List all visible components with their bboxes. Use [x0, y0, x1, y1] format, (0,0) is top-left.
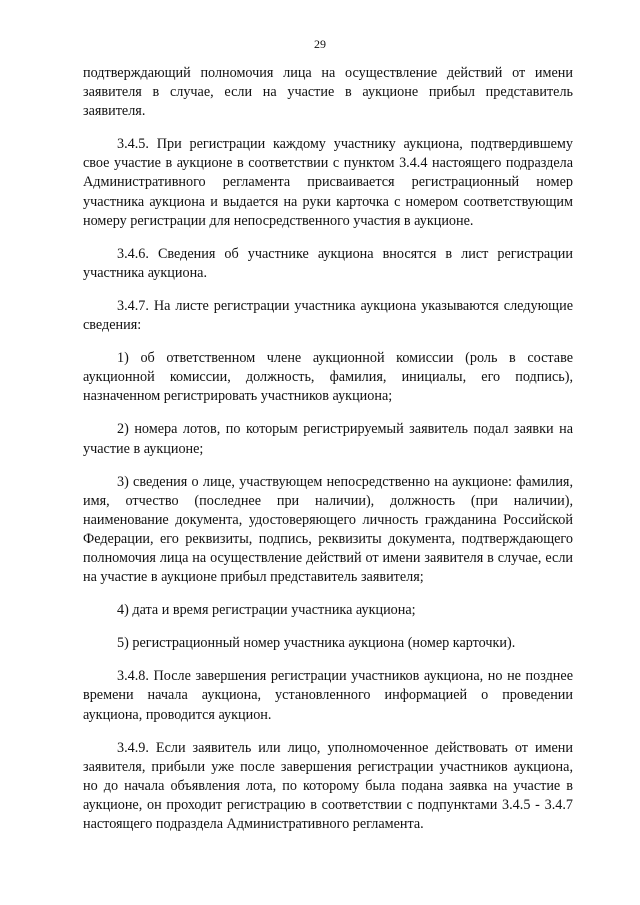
list-item-2: 2) номера лотов, по которым регистрируемый заявитель подал заявки на участие в аукционе;	[83, 421, 573, 457]
paragraph-3-4-6: 3.4.6. Сведения об участнике аукциона вносятся в лист регистрации участника аукциона.	[83, 245, 573, 281]
document-body	[83, 64, 573, 845]
list-item-1: 1) об ответственном члене аукционной комиссии (роль в составе аукционной комиссии, должность, фамилия, инициалы, его подпись), назначенном регистрировать участников аукциона;	[83, 350, 573, 405]
paragraph-continuation: подтверждающий полномочия лица на осуществление действий от имени заявителя в случае, если на участие в аукционе прибыл представитель заявителя.	[83, 65, 573, 120]
paragraph-3-4-5: 3.4.5. При регистрации каждому участнику аукциона, подтвердившему свое участие в аукционе в соответствии с пунктом 3.4.4 настоящего подраздела Административного регламента присваивается регистрационный номер участника аукциона и выдается на руки карточка с номером соответствующим номеру регистрации для непосредственного участия в аукционе.	[83, 136, 573, 229]
paragraph-3-4-9: 3.4.9. Если заявитель или лицо, уполномоченное действовать от имени заявителя, прибыли уже после завершения регистрации участников аукциона, но до начала объявления лота, по которому была подана заявка на участие в аукционе, он проходит регистрацию в соответствии с подпунктами 3.4.5 - 3.4.7 настоящего подраздела Административного регламента.	[83, 739, 573, 832]
list-item-3: 3) сведения о лице, участвующем непосредственно на аукционе: фамилия, имя, отчество (последнее при наличии), должность (при наличии), наименование документа, удостоверяющего личность гражданина Российской Федерации, его реквизиты, подпись, реквизиты документа, подтверждающего полномочия лица на осуществление действий от имени заявителя в случае, если на участие в аукционе прибыл представитель заявителя;	[83, 473, 573, 586]
list-item-5: 5) регистрационный номер участника аукциона (номер карточки).	[117, 635, 516, 652]
page-number: 29	[314, 37, 326, 51]
paragraph-3-4-7: 3.4.7. На листе регистрации участника аукциона указываются следующие сведения:	[83, 297, 573, 334]
paragraph-3-4-8: 3.4.8. После завершения регистрации участников аукциона, но не позднее времени начала аукциона, установленного информацией о проведении аукциона, проводится аукцион.	[83, 668, 573, 723]
list-item-4: 4) дата и время регистрации участника аукциона;	[117, 602, 416, 619]
